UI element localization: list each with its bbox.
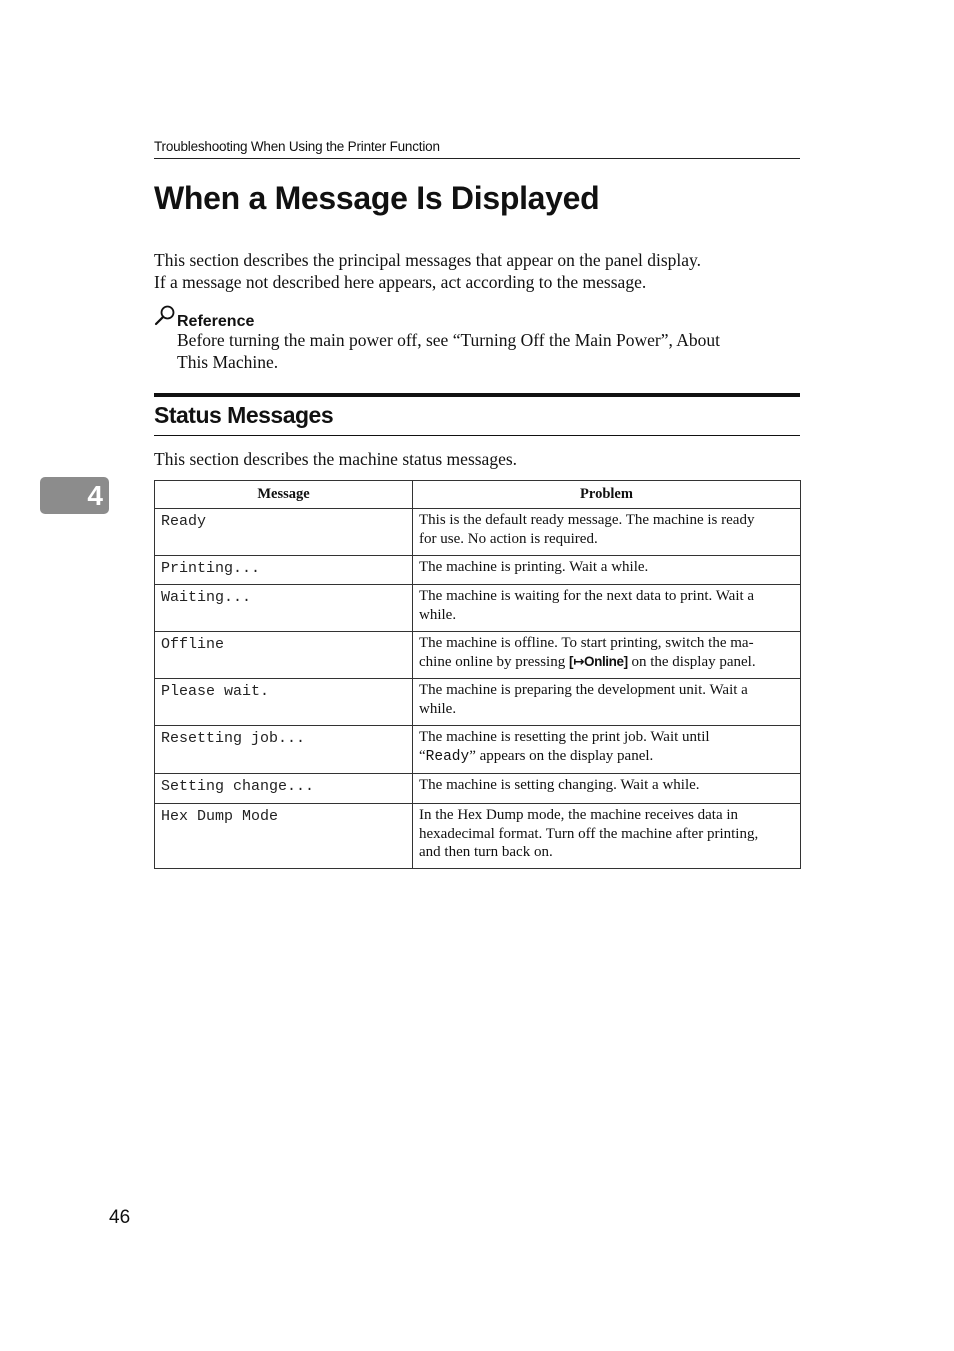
table-row [155,726,801,774]
table-row [155,556,801,585]
problem-text: The machine is offline. To start printing, switch the ma- [419,635,754,651]
problem-text: This is the default ready message. The machine is ready [419,512,755,528]
problem-cell [413,509,801,556]
column-header-message: Message [155,481,413,509]
problem-text: In the Hex Dump mode, the machine receives data in [419,807,739,823]
problem-text: The machine is setting changing. Wait a while. [419,777,700,793]
table-row [155,632,801,679]
running-head: Troubleshooting When Using the Printer Function [154,139,800,159]
message-cell: Offline [155,632,413,679]
status-messages-table [154,480,801,869]
problem-text: The machine is resetting the print job. Wait until [419,729,710,745]
table-row [155,509,801,556]
problem-text: “ [419,747,426,764]
problem-text: for use. No action is required. [419,530,598,547]
problem-text: while. [419,606,457,623]
problem-text: hexadecimal format. Turn off the machine after printing, [419,825,759,842]
message-cell: Ready [155,509,413,556]
page-title: When a Message Is Displayed [154,180,600,216]
problem-text: The machine is preparing the development unit. Wait a [419,682,748,698]
problem-text: The machine is waiting for the next data to print. Wait a [419,588,755,604]
reference-line-1: Before turning the main power off, see “Turning Off the Main Power”, About [177,330,721,350]
problem-cell [413,585,801,632]
table-row [155,804,801,869]
reference-label: Reference [177,313,255,330]
table-row [155,774,801,804]
intro-paragraph [154,250,800,293]
problem-cell [413,804,801,869]
reference-heading [154,304,254,331]
ready-code: Ready [425,748,470,765]
problem-text: while. [419,700,457,717]
problem-text: chine online by pressing [419,653,566,670]
reference-body [177,330,800,373]
reference-line-2: This Machine. [177,351,279,372]
problem-cell [413,632,801,679]
message-cell: Setting change... [155,774,413,804]
intro-line-2: If a message not described here appears, act according to the message. [154,271,647,292]
section-title: Status Messages [154,402,800,436]
message-cell: Hex Dump Mode [155,804,413,869]
column-header-problem: Problem [413,481,801,509]
message-cell: Waiting... [155,585,413,632]
online-key-label: [↦Online] [568,653,628,669]
message-cell: Printing... [155,556,413,585]
table-header-row [155,481,801,509]
problem-text: ” appears on the display panel. [469,747,654,764]
problem-cell [413,726,801,774]
problem-text: on the display panel. [631,653,756,670]
problem-text: and then turn back on. [419,844,553,860]
section-divider [154,393,800,397]
table-row [155,585,801,632]
chapter-tab: 4 [40,477,109,514]
table-row [155,679,801,726]
problem-cell [413,556,801,585]
problem-text: The machine is printing. Wait a while. [419,559,649,575]
intro-line-1: This section describes the principal messages that appear on the panel display. [154,250,702,270]
page-number: 46 [109,1207,131,1228]
message-cell: Please wait. [155,679,413,726]
message-cell: Resetting job... [155,726,413,774]
problem-cell [413,774,801,804]
magnifier-icon [154,304,177,331]
problem-cell [413,679,801,726]
section-intro: This section describes the machine status messages. [154,449,518,469]
